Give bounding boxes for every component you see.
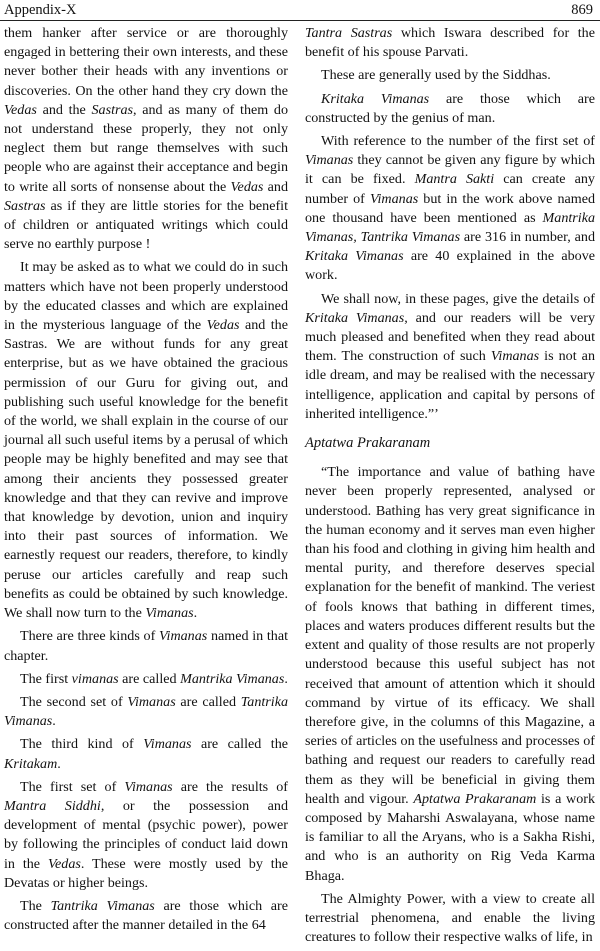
text-run: With reference to the number of the first set of — [321, 133, 595, 150]
italic-term: Mantra Siddhi — [4, 797, 101, 814]
paragraph — [305, 66, 595, 85]
text-run: . — [284, 670, 288, 687]
text-run: are called the — [191, 736, 288, 753]
right-column-bottom — [305, 463, 595, 947]
italic-term: Vimanas — [158, 628, 208, 645]
paragraph — [4, 670, 288, 689]
italic-term: Kritaka Vimanas — [305, 309, 405, 326]
text-run: , and as many of them do not understand these properly, they not only neglect them but range themselves with such people who are against their acceptance and begin to write all sorts of nonsense about the — [4, 101, 288, 195]
paragraph — [4, 778, 288, 893]
italic-term: Vedas — [230, 178, 264, 195]
running-title: Appendix-X — [4, 2, 77, 18]
text-run: The Almighty Power, with a view to create all terrestrial phenomena, and enable the living creatures to follow their respective walks of life, in — [305, 890, 595, 946]
italic-term: Vimanas — [145, 605, 194, 622]
italic-term: vimanas — [71, 670, 119, 687]
page-number: 869 — [571, 2, 593, 18]
left-column — [4, 24, 288, 939]
italic-term: Aptatwa Prakaranam — [413, 790, 537, 807]
italic-term: Sastras — [4, 197, 46, 214]
italic-term: Kritakam — [4, 755, 58, 772]
text-run: and the — [36, 101, 92, 118]
text-run: . These were mostly used by the Devatas or higher beings. — [4, 855, 289, 891]
italic-term: Vimanas — [127, 693, 176, 710]
text-run: It may be asked as to what we could do in such matters which have not been properly understood by the educated classes and which are explained in the mysterious language of the — [4, 259, 288, 334]
paragraph — [305, 24, 595, 62]
paragraph — [4, 24, 288, 254]
italic-term: Tantra Sastras — [305, 25, 393, 41]
text-run: are those which are constructed by the genius of man. — [305, 90, 595, 126]
text-run: and — [263, 178, 288, 195]
text-run: which Iswara described for the benefit of his spouse Parvati. — [305, 25, 595, 61]
italic-term: Vimanas — [369, 190, 419, 207]
text-run: are those which are constructed after the manner detailed in the 64 — [4, 897, 289, 934]
paragraph — [4, 258, 288, 623]
paragraph — [4, 627, 288, 665]
paragraph — [305, 290, 595, 424]
text-run: The first — [20, 670, 72, 687]
text-run: they cannot be given any figure by which it can be fixed. — [305, 152, 595, 188]
text-run: There are three kinds of — [20, 628, 159, 645]
text-run: is a work composed by Maharshi Aswalayana, whose name is familiar to all the Aryans, who is a Sakha Rishi, and who is an authority on Rig Veda Karma Bhaga. — [305, 790, 595, 884]
paragraph — [305, 890, 595, 948]
italic-term: Mantrika Vimanas — [180, 670, 285, 687]
italic-term: Mantrika Vimanas, Tantrika Vimanas — [305, 209, 595, 246]
italic-term: Vimanas — [305, 152, 354, 169]
right-column — [305, 24, 595, 951]
italic-term: Vimanas — [490, 348, 540, 365]
text-run: . — [57, 755, 61, 772]
text-run: are called — [118, 670, 181, 687]
page-header — [0, 0, 600, 22]
paragraph — [4, 693, 288, 731]
header-rule — [0, 20, 600, 21]
text-run: but in the work above named one thousand have been mentioned as — [305, 190, 596, 226]
text-run: “The importance and value of bathing have never been properly represented, analysed or understood. Bathing has very great significance in the human economy and it serves man even higher than his food and clothing in giving him health and mental purity, and therefore deserves special explanation for the benefit of mankind. The veriest of fools knows that bathing in different times, places and waters produces different results but the extent and quality of those results are not properly understood because this useful subject has not received that amount of attention which it should command by virtue of its efficacy. We shall therefore give, in the columns of this Magazine, a series of articles on the usefulness and processes of bathing and request our readers to carefully read them as they will be beneficial in giving them health and vigour. — [305, 464, 595, 807]
right-column-top — [305, 24, 595, 424]
paragraph — [305, 90, 595, 128]
paragraph — [305, 132, 595, 286]
italic-term: Mantra Sakti — [414, 171, 495, 188]
italic-term: Vedas — [47, 855, 81, 872]
text-run: are 40 explained in the above work. — [305, 248, 596, 284]
text-run: The first set of — [20, 778, 125, 795]
section-heading: Aptatwa Prakaranam — [305, 435, 431, 452]
text-run: The — [20, 897, 51, 914]
text-run: can create any number of — [305, 171, 595, 207]
text-run: , and our readers will be very much pleased and benefited when they read about them. The construction of such — [305, 309, 595, 365]
text-run: The third kind of — [20, 736, 144, 753]
paragraph — [305, 463, 595, 885]
text-run: named in that chapter. — [4, 628, 288, 664]
text-run: is not an idle dream, and may be realised with the necessary intelligence, application and capital by persons of inherited intelligence.”’ — [305, 348, 595, 422]
italic-term: Vimanas — [143, 736, 192, 753]
italic-term: Tantrika Vimanas — [4, 693, 289, 730]
text-run: as if they are little stories for the benefit of children or antiquated writings which could serve no earthly purpose ! — [4, 197, 288, 253]
italic-term: Vimanas — [124, 778, 173, 795]
italic-term: Kritaka Vimanas — [321, 90, 430, 107]
text-run: These are generally used by the Siddhas. — [321, 67, 551, 84]
text-run: The second set of — [20, 693, 128, 710]
italic-term: Vedas — [4, 101, 37, 118]
italic-term: Kritaka Vimanas — [305, 248, 404, 265]
text-run: and the Sastras. We are without funds for any great enterprise, but as we have obtained the gracious permission of our Guru for giving out, and publishing such useful knowledge for the benefit of the world, we shall explain in the course of our journal all such useful items by a perusal of which people may be highly benefited and may see that among their ancients they possessed greater knowledge and that they can revive and improve that knowledge by devotion, union and inquiry into their past sources of information. We earnestly request our readers, therefore, to kindly peruse our articles carefully and reap such benefits as could be obtained by such knowledge. We shall now turn to the — [4, 317, 288, 622]
paragraph — [4, 735, 288, 773]
text-run: , or the possession and development of mental (psychic power), power by following the principles of conduct laid down in the — [4, 797, 288, 872]
text-run: We shall now, in these pages, give the details of — [321, 290, 595, 307]
paragraph — [4, 897, 288, 935]
text-run: are 316 in number, and — [460, 229, 595, 246]
italic-term: Vedas — [206, 317, 240, 334]
text-run: . — [52, 713, 56, 730]
italic-term: Sastras — [91, 101, 133, 118]
text-run: are the results of — [172, 778, 288, 795]
text-run: . — [193, 605, 198, 622]
text-run: are called — [175, 693, 241, 710]
italic-term: Tantrika Vimanas — [50, 897, 155, 914]
text-run: them hanker after service or are thoroughly engaged in bettering their own interests, and these never bother their heads with any inventions or discoveries. On the other hand they cry down the — [4, 25, 288, 99]
